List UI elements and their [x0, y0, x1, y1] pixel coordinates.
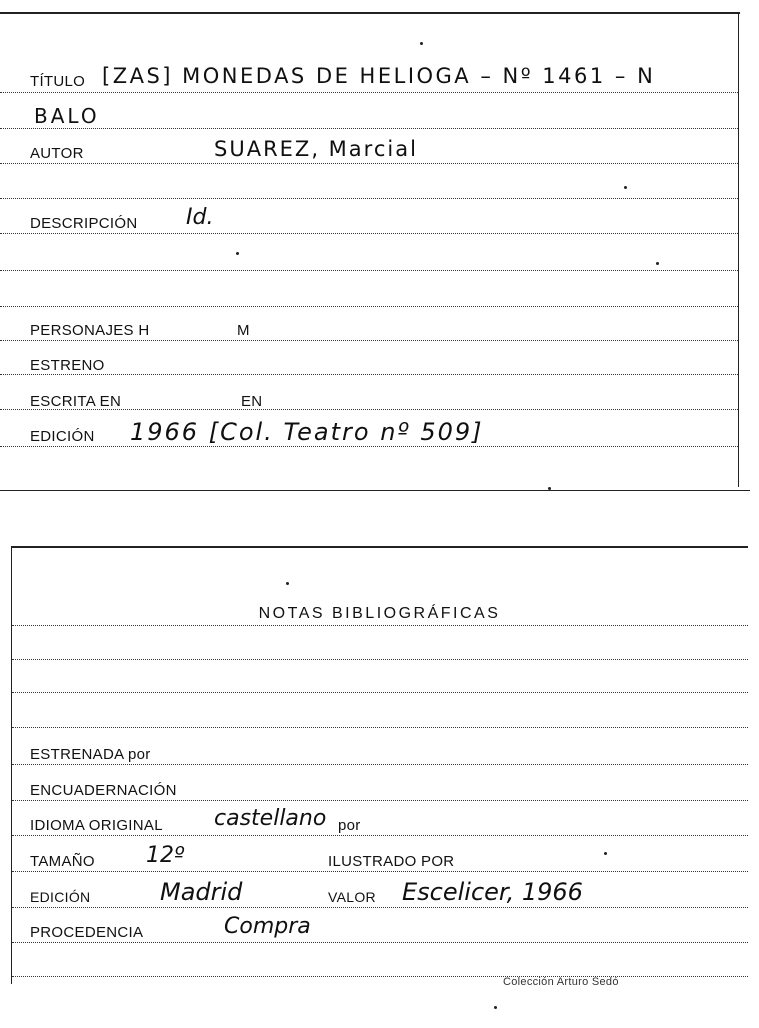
rule-line — [12, 800, 748, 801]
notes-heading: NOTAS BIBLIOGRÁFICAS — [258, 605, 501, 622]
idioma-value: castellano — [214, 806, 327, 831]
collection-footer: Colección Arturo Sedó — [503, 976, 619, 988]
rule-line — [0, 446, 738, 447]
edicion-label: EDICIÓN — [30, 428, 95, 445]
catalog-card-notes — [0, 538, 759, 998]
rule-line — [12, 625, 748, 626]
titulo-value: [ZAS] MONEDAS DE HELIOGA – Nº 1461 – N — [102, 64, 656, 88]
titulo-value-continued: BALO — [34, 104, 100, 128]
descripcion-label: DESCRIPCIÓN — [30, 215, 138, 232]
autor-value: SUAREZ, Marcial — [214, 137, 418, 161]
rule-line — [0, 198, 738, 199]
rule-line — [12, 871, 748, 872]
idioma-por-label: por — [338, 817, 361, 834]
card-right-edge — [738, 12, 739, 487]
ink-speck — [420, 42, 423, 45]
card-top-edge — [12, 546, 748, 548]
ink-speck — [656, 262, 659, 265]
rule-line — [12, 727, 748, 728]
ink-speck — [624, 186, 627, 189]
valor-value: Escelicer, 1966 — [402, 878, 583, 906]
rule-line — [0, 163, 738, 164]
rule-line — [12, 692, 748, 693]
card-top-edge — [0, 12, 740, 14]
ink-speck — [286, 582, 289, 585]
card-bottom-edge — [0, 490, 750, 491]
ilustrado-label: ILUSTRADO POR — [328, 853, 455, 870]
rule-line — [0, 92, 738, 93]
rule-line — [0, 128, 738, 129]
procedencia-value: Compra — [224, 914, 311, 939]
escrita-label: ESCRITA EN — [30, 393, 122, 410]
escrita-en-label: EN — [241, 393, 263, 410]
rule-line — [12, 835, 748, 836]
personajes-label: PERSONAJES H — [30, 322, 150, 339]
ink-speck — [236, 252, 239, 255]
estrenada-label: ESTRENADA por — [30, 746, 151, 763]
encuadernacion-label: ENCUADERNACIÓN — [30, 782, 177, 799]
rule-line — [0, 270, 738, 271]
ink-speck — [494, 1006, 497, 1009]
titulo-label: TÍTULO — [30, 73, 86, 90]
personajes-m-label: M — [237, 322, 250, 339]
rule-line — [12, 976, 748, 977]
estreno-label: ESTRENO — [30, 357, 105, 374]
valor-label: VALOR — [328, 889, 376, 905]
autor-label: AUTOR — [30, 145, 84, 162]
catalog-card-main — [0, 0, 759, 500]
rule-line — [12, 907, 748, 908]
ink-speck — [604, 852, 607, 855]
descripcion-value: Id. — [186, 205, 214, 230]
rule-line — [0, 340, 738, 341]
idioma-label: IDIOMA ORIGINAL — [30, 817, 163, 834]
rule-line — [0, 374, 738, 375]
rule-line — [12, 659, 748, 660]
rule-line — [0, 233, 738, 234]
rule-line — [0, 306, 738, 307]
tamano-label: TAMAÑO — [30, 853, 95, 870]
edicion-value: 1966 [Col. Teatro nº 509] — [130, 418, 484, 446]
edicion-value: Madrid — [160, 878, 243, 906]
ink-speck — [548, 487, 551, 490]
edicion-label: EDICIÓN — [30, 889, 91, 905]
tamano-value: 12º — [146, 843, 185, 868]
rule-line — [12, 942, 748, 943]
procedencia-label: PROCEDENCIA — [30, 924, 144, 941]
rule-line — [12, 764, 748, 765]
